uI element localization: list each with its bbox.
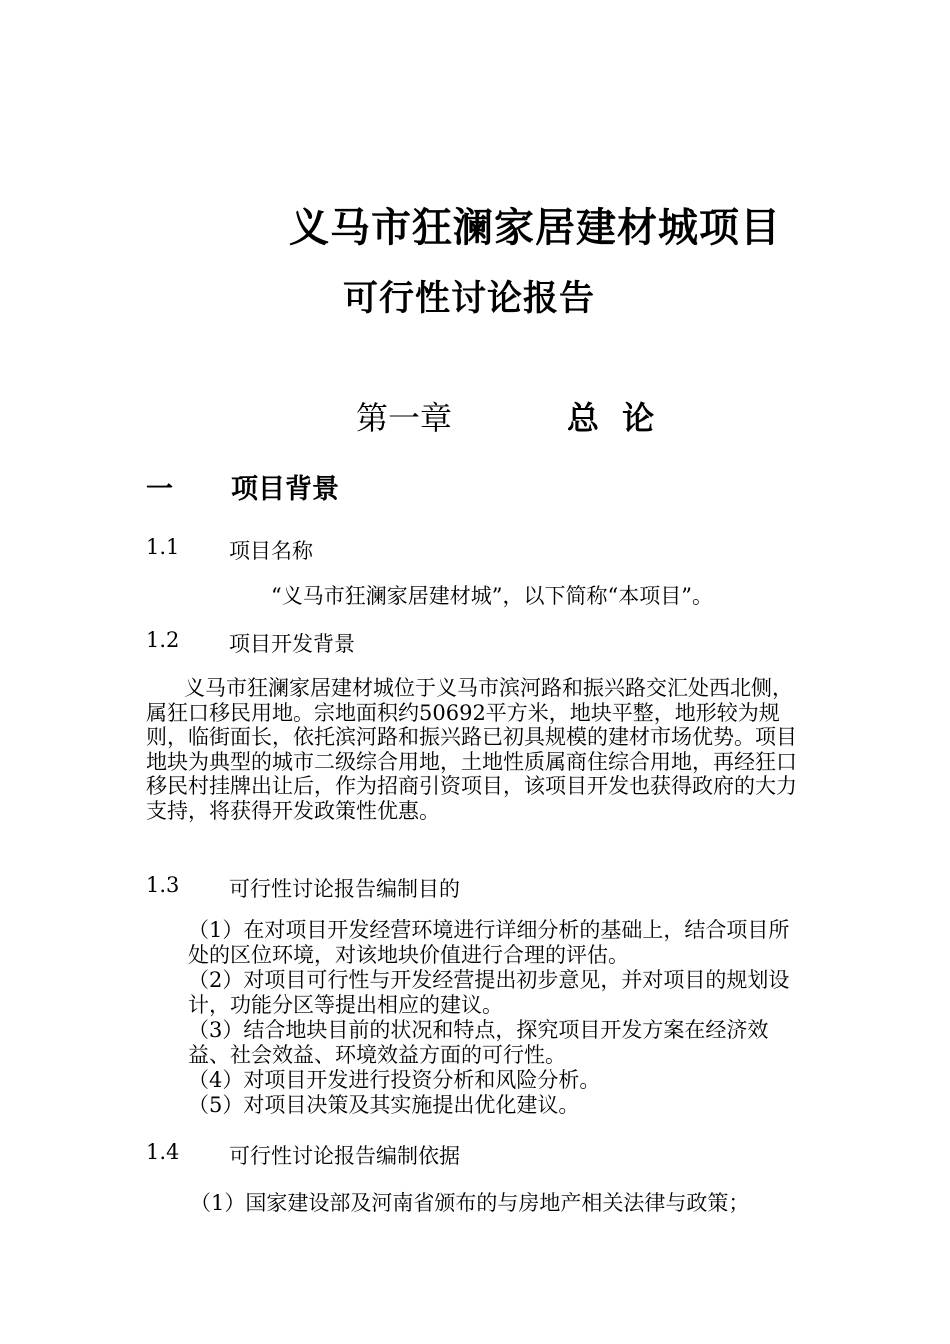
document-title-line1: 义马市狂澜家居建材城项目	[289, 205, 781, 251]
list-item: （5）对项目决策及其实施提出优化建议。	[188, 1093, 580, 1117]
subsection-1-4-title: 可行性讨论报告编制依据	[229, 1144, 460, 1168]
purpose-list	[188, 918, 808, 1118]
subsection-1-4-number: 1.4	[146, 1140, 180, 1164]
subsection-1-2-title: 项目开发背景	[229, 632, 355, 656]
subsection-1-3-title: 可行性讨论报告编制目的	[229, 877, 460, 901]
project-name-text: “义马市狂澜家居建材城”，以下简称“本项目”。	[271, 584, 713, 608]
chapter-label: 第一章	[356, 399, 453, 437]
chapter-title: 总 论	[567, 399, 655, 437]
list-item: （1）在对项目开发经营环境进行详细分析的基础上，结合项目所处的区位环境，对该地块价值进行合理的评估。	[188, 918, 790, 967]
list-item: （3）结合地块目前的状况和特点，探究项目开发方案在经济效益、社会效益、环境效益方面的可行性。	[188, 1018, 769, 1067]
document-title-line2: 可行性讨论报告	[343, 279, 596, 319]
background-paragraph: 义马市狂澜家居建材城位于义马市滨河路和振兴路交汇处西北侧，属狂口移民用地。宗地面积约50692平方米，地块平整，地形较为规则，临街面长，依托滨河路和振兴路已初具规模的建材市场优势。项目地块为典型的城市二级综合用地，土地性质属商住综合用地，再经狂口移民村挂牌出让后，作为招商引资项目，该项目开发也获得政府的大力支持，将获得开发政策性优惠。	[146, 676, 797, 823]
basis-list-item: （1）国家建设部及河南省颁布的与房地产相关法律与政策；	[190, 1191, 750, 1215]
section-number: 一	[146, 474, 173, 505]
section-title: 项目背景	[231, 474, 339, 505]
subsection-1-1-title: 项目名称	[229, 539, 313, 563]
list-item: （4）对项目开发进行投资分析和风险分析。	[188, 1068, 601, 1092]
subsection-1-1-number: 1.1	[146, 535, 180, 559]
list-item: （2）对项目可行性与开发经营提出初步意见，并对项目的规划设计，功能分区等提出相应的建议。	[188, 968, 790, 1017]
subsection-1-2-number: 1.2	[146, 628, 180, 652]
subsection-1-3-number: 1.3	[146, 873, 180, 897]
